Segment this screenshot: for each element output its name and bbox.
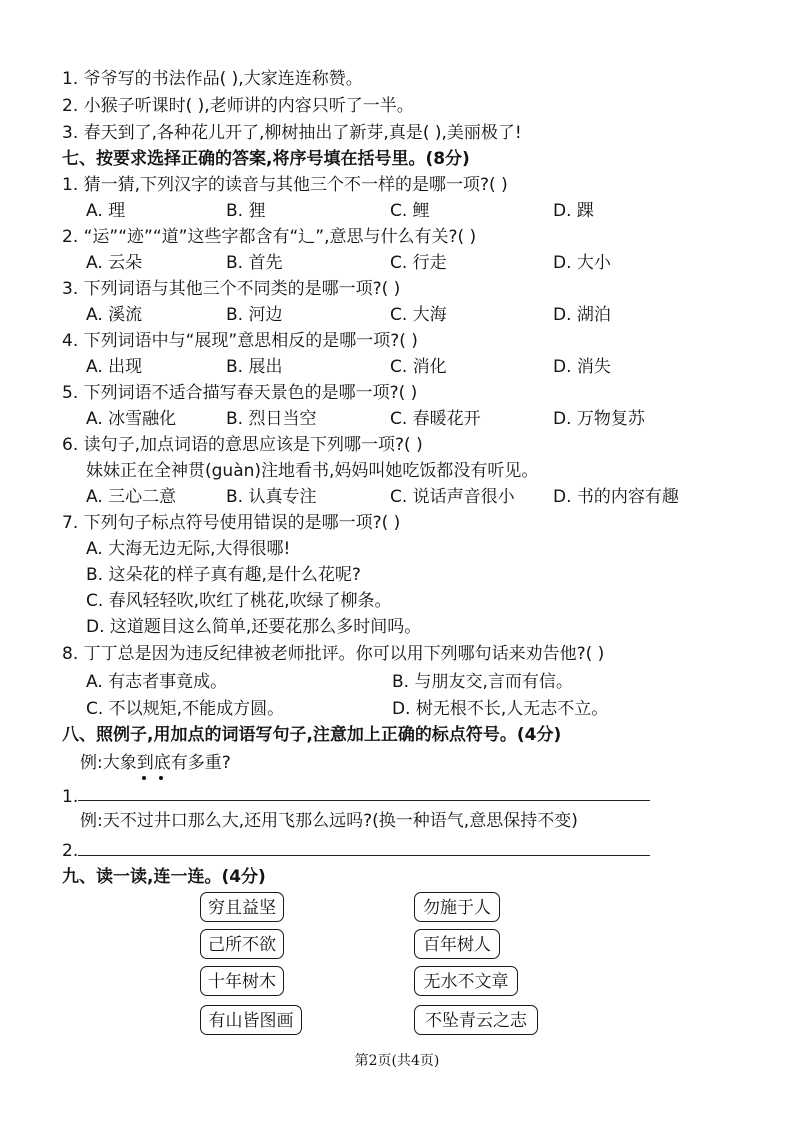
match-right-item[interactable]: 百年树人 bbox=[414, 929, 500, 959]
q7-3-text: 3. 下列词语与其他三个不同类的是哪一项?( ) bbox=[62, 279, 401, 299]
section8-example1: 例:大象到底有多重? bbox=[80, 753, 231, 773]
emphasis-dot bbox=[142, 776, 146, 780]
q7-7-line-a: A. 大海无边无际,大得很哪! bbox=[86, 539, 291, 559]
q7-6-option-d: D. 书的内容有趣 bbox=[553, 487, 679, 507]
answer-1-line[interactable] bbox=[78, 800, 650, 801]
section7-title: 七、按要求选择正确的答案,将序号填在括号里。(8分) bbox=[62, 149, 470, 169]
q7-8-option-b: B. 与朋友交,言而有信。 bbox=[392, 672, 573, 692]
answer-2-line[interactable] bbox=[78, 855, 650, 856]
match-left-item[interactable]: 己所不欲 bbox=[200, 929, 284, 959]
q7-1-option-d: D. 踝 bbox=[553, 201, 594, 221]
q7-6-sentence: 妹妹正在全神贯(guàn)注地看书,妈妈叫她吃饭都没有听见。 bbox=[86, 461, 539, 481]
q7-7-line-c: C. 春风轻轻吹,吹红了桃花,吹绿了柳条。 bbox=[86, 591, 392, 611]
q7-7-line-b: B. 这朵花的样子真有趣,是什么花呢? bbox=[86, 565, 361, 585]
q7-6-option-c: C. 说话声音很小 bbox=[390, 487, 515, 507]
q7-5-option-a: A. 冰雪融化 bbox=[86, 409, 177, 429]
q7-8-option-c: C. 不以规矩,不能成方圆。 bbox=[86, 699, 285, 719]
q7-7-text: 7. 下列句子标点符号使用错误的是哪一项?( ) bbox=[62, 513, 401, 533]
q7-5-option-c: C. 春暖花开 bbox=[390, 409, 481, 429]
q7-6-option-a: A. 三心二意 bbox=[86, 487, 177, 507]
q7-3-option-d: D. 湖泊 bbox=[553, 305, 611, 325]
match-left-item[interactable]: 有山皆图画 bbox=[200, 1005, 302, 1035]
match-right-item[interactable]: 勿施于人 bbox=[414, 892, 500, 922]
page-footer: 第2页(共4页) bbox=[354, 1053, 440, 1069]
q7-4-option-c: C. 消化 bbox=[390, 357, 447, 377]
q7-6-option-b: B. 认真专注 bbox=[226, 487, 317, 507]
q7-5-text: 5. 下列词语不适合描写春天景色的是哪一项?( ) bbox=[62, 383, 418, 403]
section9-title: 九、读一读,连一连。(4分) bbox=[62, 867, 266, 887]
q7-1-text: 1. 猜一猜,下列汉字的读音与其他三个不一样的是哪一项?( ) bbox=[62, 175, 508, 195]
q7-1-option-b: B. 狸 bbox=[226, 201, 266, 221]
q7-4-option-a: A. 出现 bbox=[86, 357, 143, 377]
q7-3-option-c: C. 大海 bbox=[390, 305, 447, 325]
section8-title: 八、照例子,用加点的词语写句子,注意加上正确的标点符号。(4分) bbox=[62, 725, 562, 745]
answer-2-number: 2. bbox=[62, 841, 79, 861]
q7-5-option-d: D. 万物复苏 bbox=[553, 409, 645, 429]
q7-2-option-b: B. 首先 bbox=[226, 253, 283, 273]
q7-3-option-a: A. 溪流 bbox=[86, 305, 143, 325]
fill-in-q1: 1. 爷爷写的书法作品( ),大家连连称赞。 bbox=[62, 69, 363, 89]
match-left-item[interactable]: 穷且益坚 bbox=[200, 892, 284, 922]
q7-4-option-d: D. 消失 bbox=[553, 357, 611, 377]
q7-8-option-d: D. 树无根不长,人无志不立。 bbox=[392, 699, 609, 719]
q7-1-option-c: C. 鲤 bbox=[390, 201, 430, 221]
q7-2-option-d: D. 大小 bbox=[553, 253, 611, 273]
emphasis-dot bbox=[159, 776, 163, 780]
q7-4-text: 4. 下列词语中与“展现”意思相反的是哪一项?( ) bbox=[62, 331, 418, 351]
q7-4-option-b: B. 展出 bbox=[226, 357, 283, 377]
q7-2-option-c: C. 行走 bbox=[390, 253, 447, 273]
section8-example2: 例:天不过井口那么大,还用飞那么远吗?(换一种语气,意思保持不变) bbox=[80, 811, 578, 831]
q7-2-option-a: A. 云朵 bbox=[86, 253, 143, 273]
q7-6-text: 6. 读句子,加点词语的意思应该是下列哪一项?( ) bbox=[62, 435, 423, 455]
q7-7-line-d: D. 这道题目这么简单,还要花那么多时间吗。 bbox=[86, 617, 422, 637]
fill-in-q3: 3. 春天到了,各种花儿开了,柳树抽出了新芽,真是( ),美丽极了! bbox=[62, 123, 522, 143]
q7-3-option-b: B. 河边 bbox=[226, 305, 283, 325]
match-left-item[interactable]: 十年树木 bbox=[200, 966, 284, 996]
answer-1-number: 1. bbox=[62, 787, 79, 807]
q7-5-option-b: B. 烈日当空 bbox=[226, 409, 317, 429]
q7-8-text: 8. 丁丁总是因为违反纪律被老师批评。你可以用下列哪句话来劝告他?( ) bbox=[62, 644, 605, 664]
q7-8-option-a: A. 有志者事竟成。 bbox=[86, 672, 228, 692]
match-right-item[interactable]: 无水不文章 bbox=[414, 966, 518, 996]
q7-2-text: 2. “运”“迹”“道”这些字都含有“辶”,意思与什么有关?( ) bbox=[62, 227, 477, 247]
fill-in-q2: 2. 小猴子听课时( ),老师讲的内容只听了一半。 bbox=[62, 96, 414, 116]
q7-1-option-a: A. 理 bbox=[86, 201, 126, 221]
match-right-item[interactable]: 不坠青云之志 bbox=[414, 1005, 538, 1035]
